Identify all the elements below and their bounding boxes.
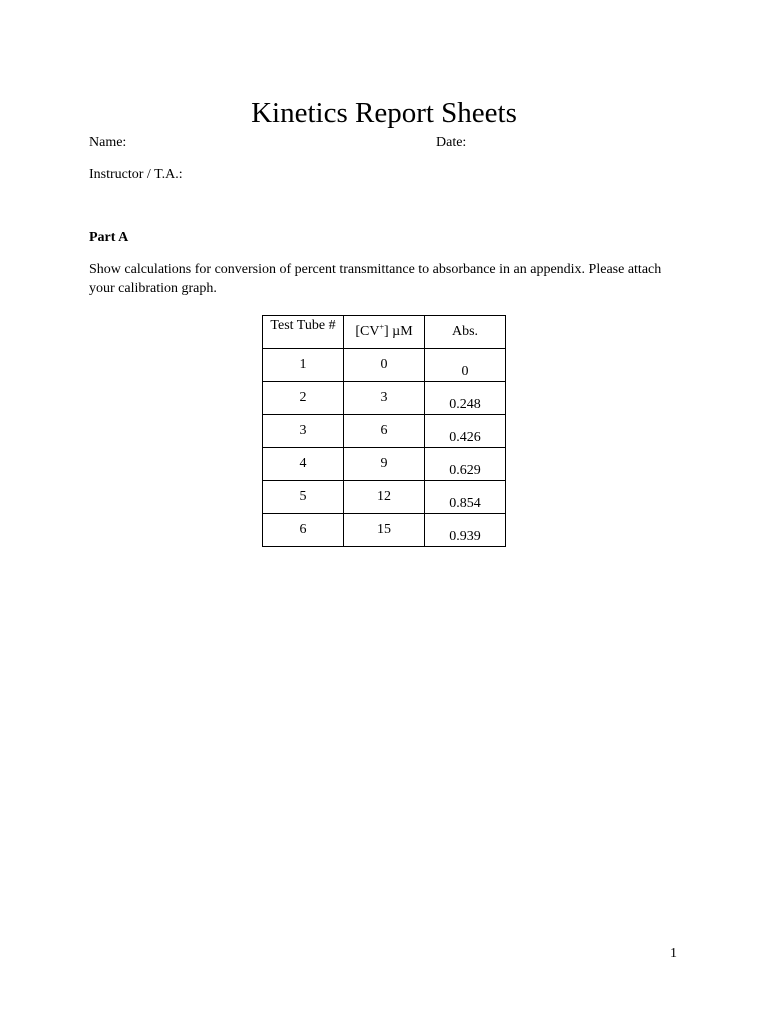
instructor-label: Instructor / T.A.: — [89, 167, 183, 182]
table-row — [263, 514, 506, 547]
cell-test-tube: 3 — [263, 415, 344, 448]
table-row — [263, 415, 506, 448]
date-label: Date: — [436, 135, 467, 150]
calibration-table — [262, 315, 506, 547]
cell-test-tube: 5 — [263, 481, 344, 514]
cell-absorbance: 0.629 — [425, 448, 506, 481]
cell-concentration: 15 — [344, 514, 425, 547]
cell-test-tube: 2 — [263, 382, 344, 415]
cell-test-tube: 1 — [263, 349, 344, 382]
cell-concentration: 3 — [344, 382, 425, 415]
table-row — [263, 448, 506, 481]
cell-absorbance: 0.426 — [425, 415, 506, 448]
header-absorbance: Abs. — [425, 316, 506, 349]
cell-concentration: 12 — [344, 481, 425, 514]
cell-absorbance: 0.248 — [425, 382, 506, 415]
cell-test-tube: 4 — [263, 448, 344, 481]
header-concentration-prefix: [CV — [355, 324, 380, 339]
table-row — [263, 382, 506, 415]
cell-absorbance: 0 — [425, 349, 506, 382]
name-label: Name: — [89, 135, 127, 150]
header-concentration — [344, 316, 425, 349]
page-title: Kinetics Report Sheets — [251, 97, 517, 129]
header-concentration-charge: + — [379, 322, 384, 332]
header-test-tube: Test Tube # — [263, 316, 344, 349]
table-row — [263, 349, 506, 382]
instructions-paragraph: Show calculations for conversion of percent transmittance to absorbance in an appendix. Please attach your calibration graph. — [89, 262, 662, 296]
page-number: 1 — [670, 946, 677, 961]
table-row — [263, 481, 506, 514]
table-header-row — [263, 316, 506, 349]
cell-concentration: 6 — [344, 415, 425, 448]
cell-absorbance: 0.939 — [425, 514, 506, 547]
cell-concentration: 9 — [344, 448, 425, 481]
cell-concentration: 0 — [344, 349, 425, 382]
header-concentration-unit: ] µM — [383, 324, 413, 339]
cell-test-tube: 6 — [263, 514, 344, 547]
section-heading-part-a: Part A — [89, 230, 129, 245]
cell-absorbance: 0.854 — [425, 481, 506, 514]
